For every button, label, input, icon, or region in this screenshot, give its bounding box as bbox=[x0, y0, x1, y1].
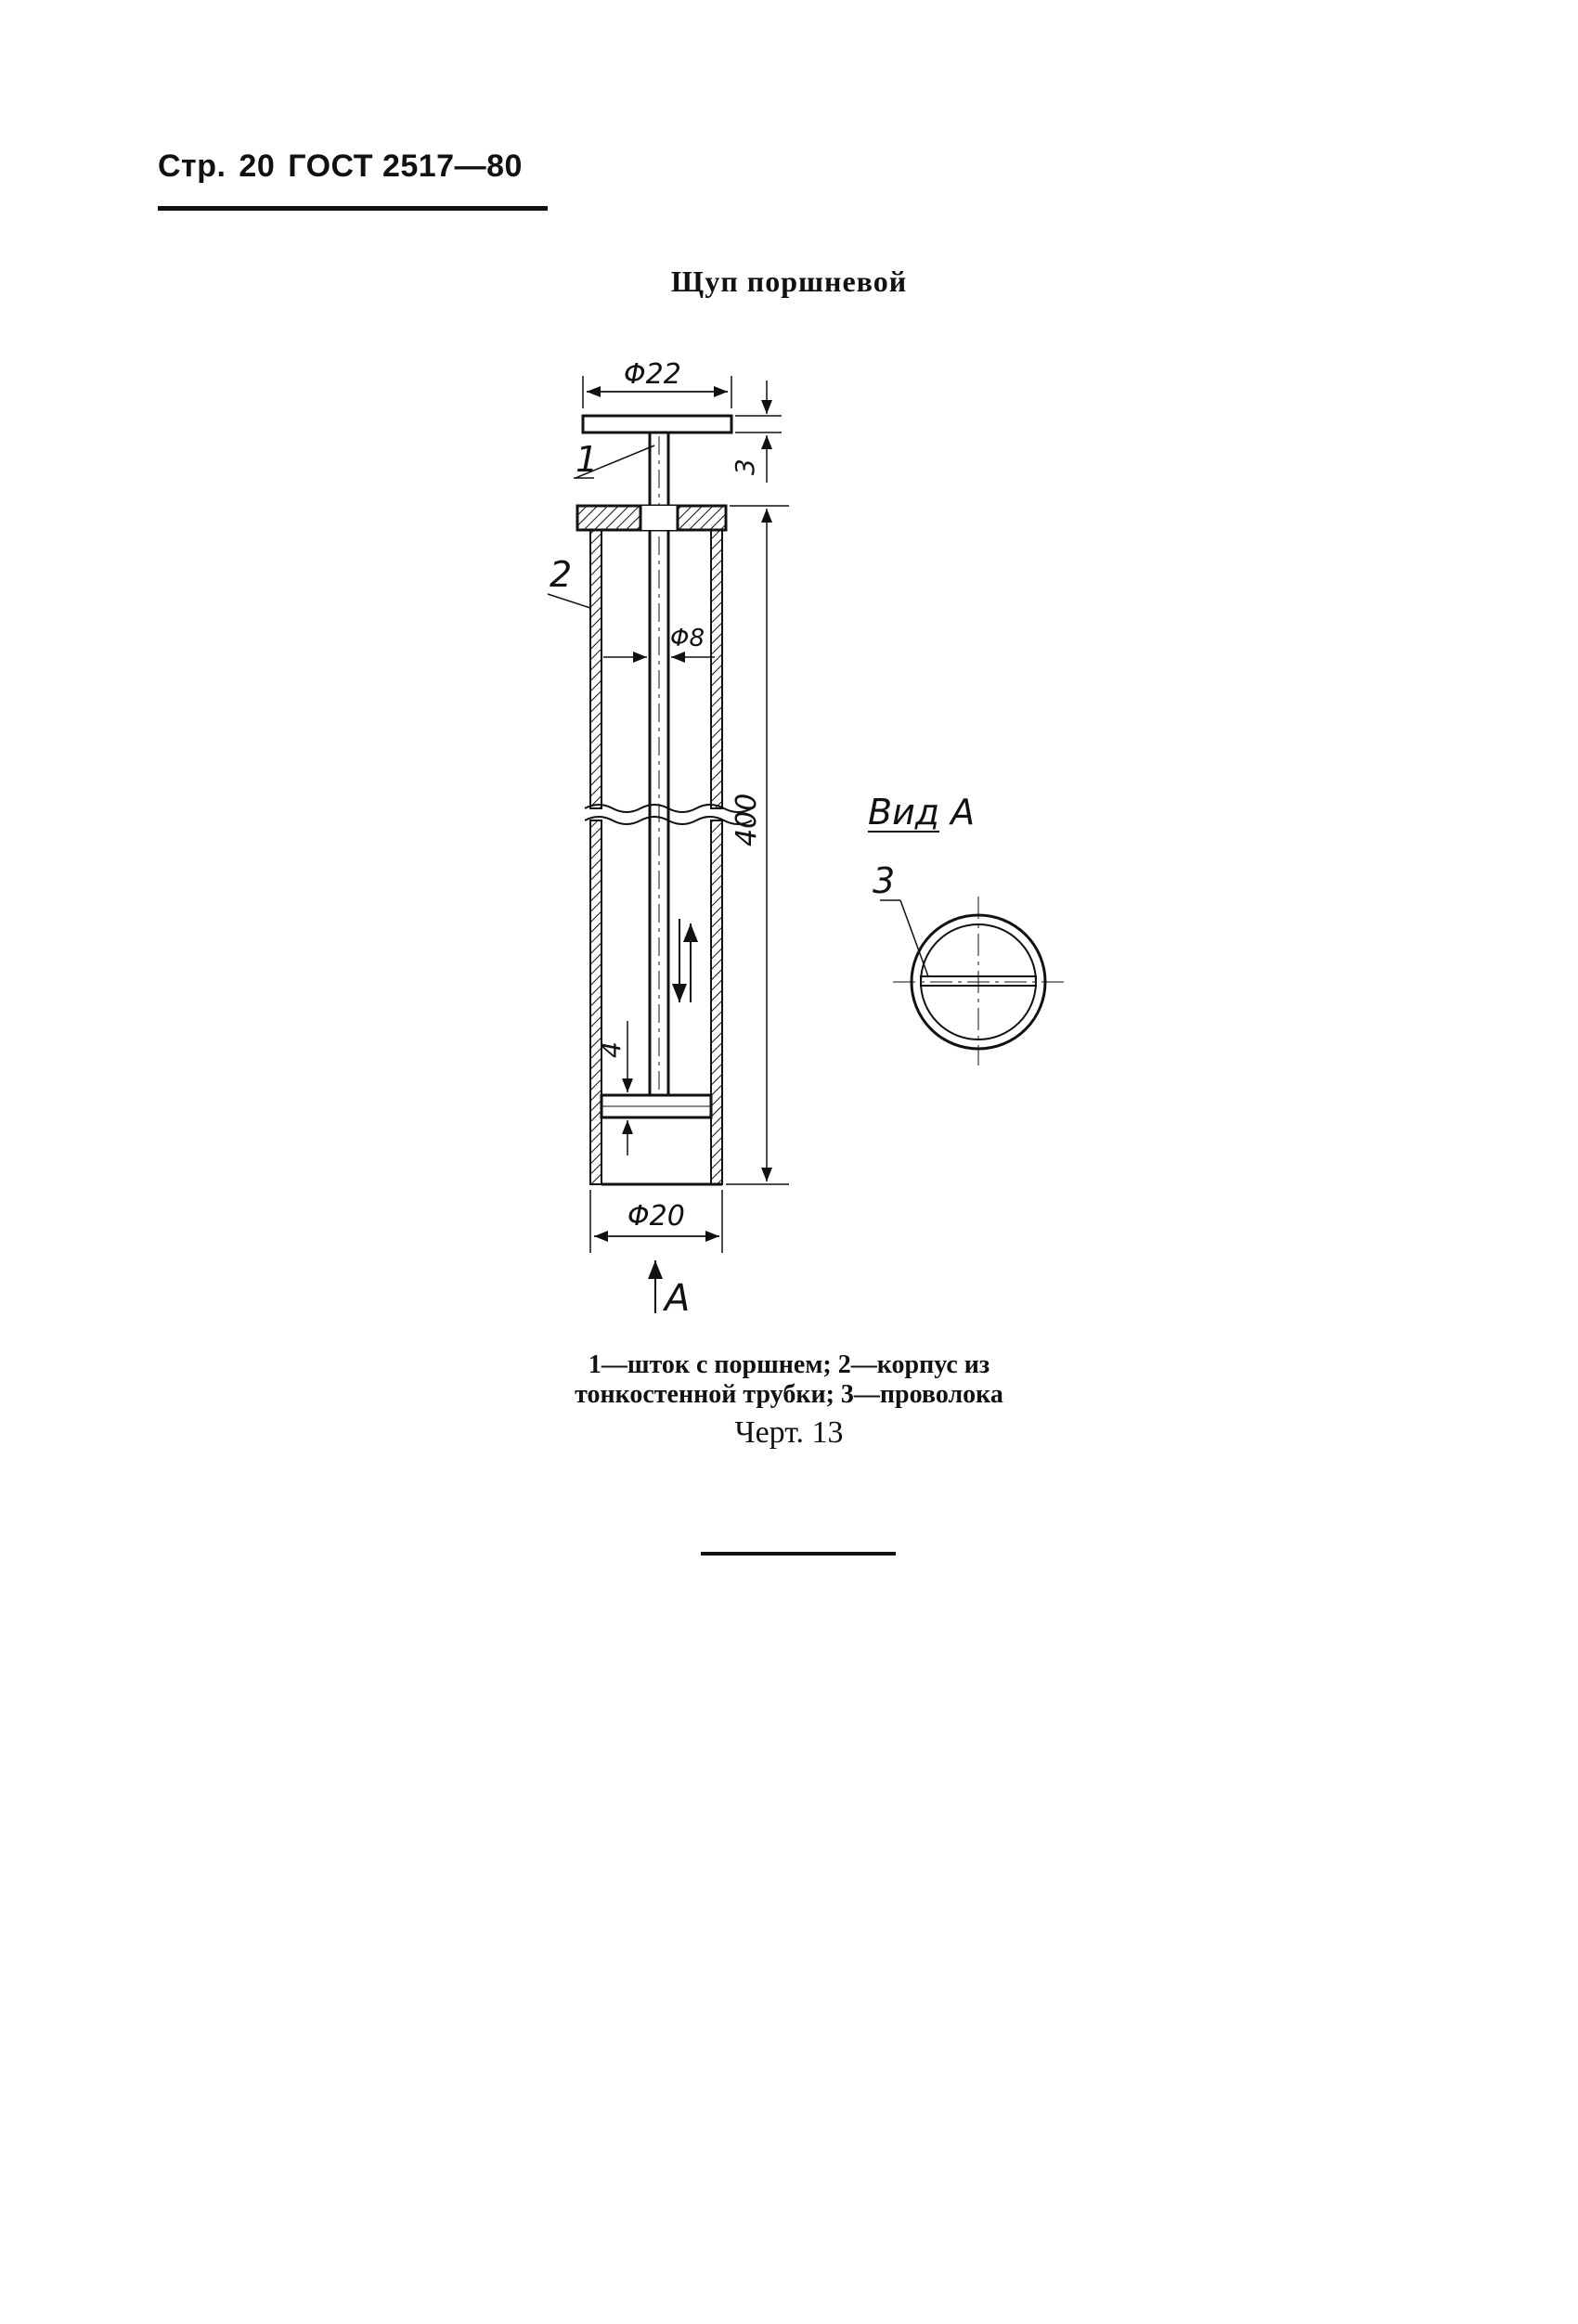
figure-caption bbox=[0, 1350, 1578, 1410]
standard-code: ГОСТ 2517—80 bbox=[288, 148, 523, 184]
callout-2: 2 bbox=[550, 554, 573, 595]
dim-rod-diameter: Φ8 bbox=[670, 625, 705, 652]
caption-line-2: тонкостенной трубки; 3—проволока bbox=[575, 1380, 1003, 1409]
tube-wall-right-lower bbox=[711, 820, 722, 1184]
handle-plate bbox=[583, 416, 731, 433]
dim-cap-gap: 3 bbox=[730, 458, 760, 475]
tube-wall-left-upper bbox=[590, 530, 601, 808]
callout-1: 1 bbox=[576, 439, 599, 480]
dim-length: 400 bbox=[731, 793, 763, 846]
figure-label: Черт. 13 bbox=[734, 1415, 844, 1450]
callout-3: 3 bbox=[873, 860, 896, 901]
dim-top-diameter: Φ22 bbox=[624, 358, 681, 391]
tube-wall-right-upper bbox=[711, 530, 722, 808]
dim-bottom-diameter: Φ20 bbox=[627, 1200, 685, 1233]
page-prefix: Стр. bbox=[158, 148, 226, 184]
dim-piston: 4 bbox=[596, 1041, 627, 1058]
tube-wall-left-lower bbox=[590, 820, 601, 1184]
view-title: Вид А bbox=[868, 792, 976, 833]
view-arrow-label: A bbox=[665, 1277, 691, 1320]
caption-line-1: 1—шток с поршнем; 2—корпус из bbox=[588, 1350, 990, 1379]
page-number: 20 bbox=[239, 148, 276, 184]
end-rule bbox=[701, 1552, 896, 1556]
figure-title: Щуп поршневой bbox=[670, 265, 908, 298]
